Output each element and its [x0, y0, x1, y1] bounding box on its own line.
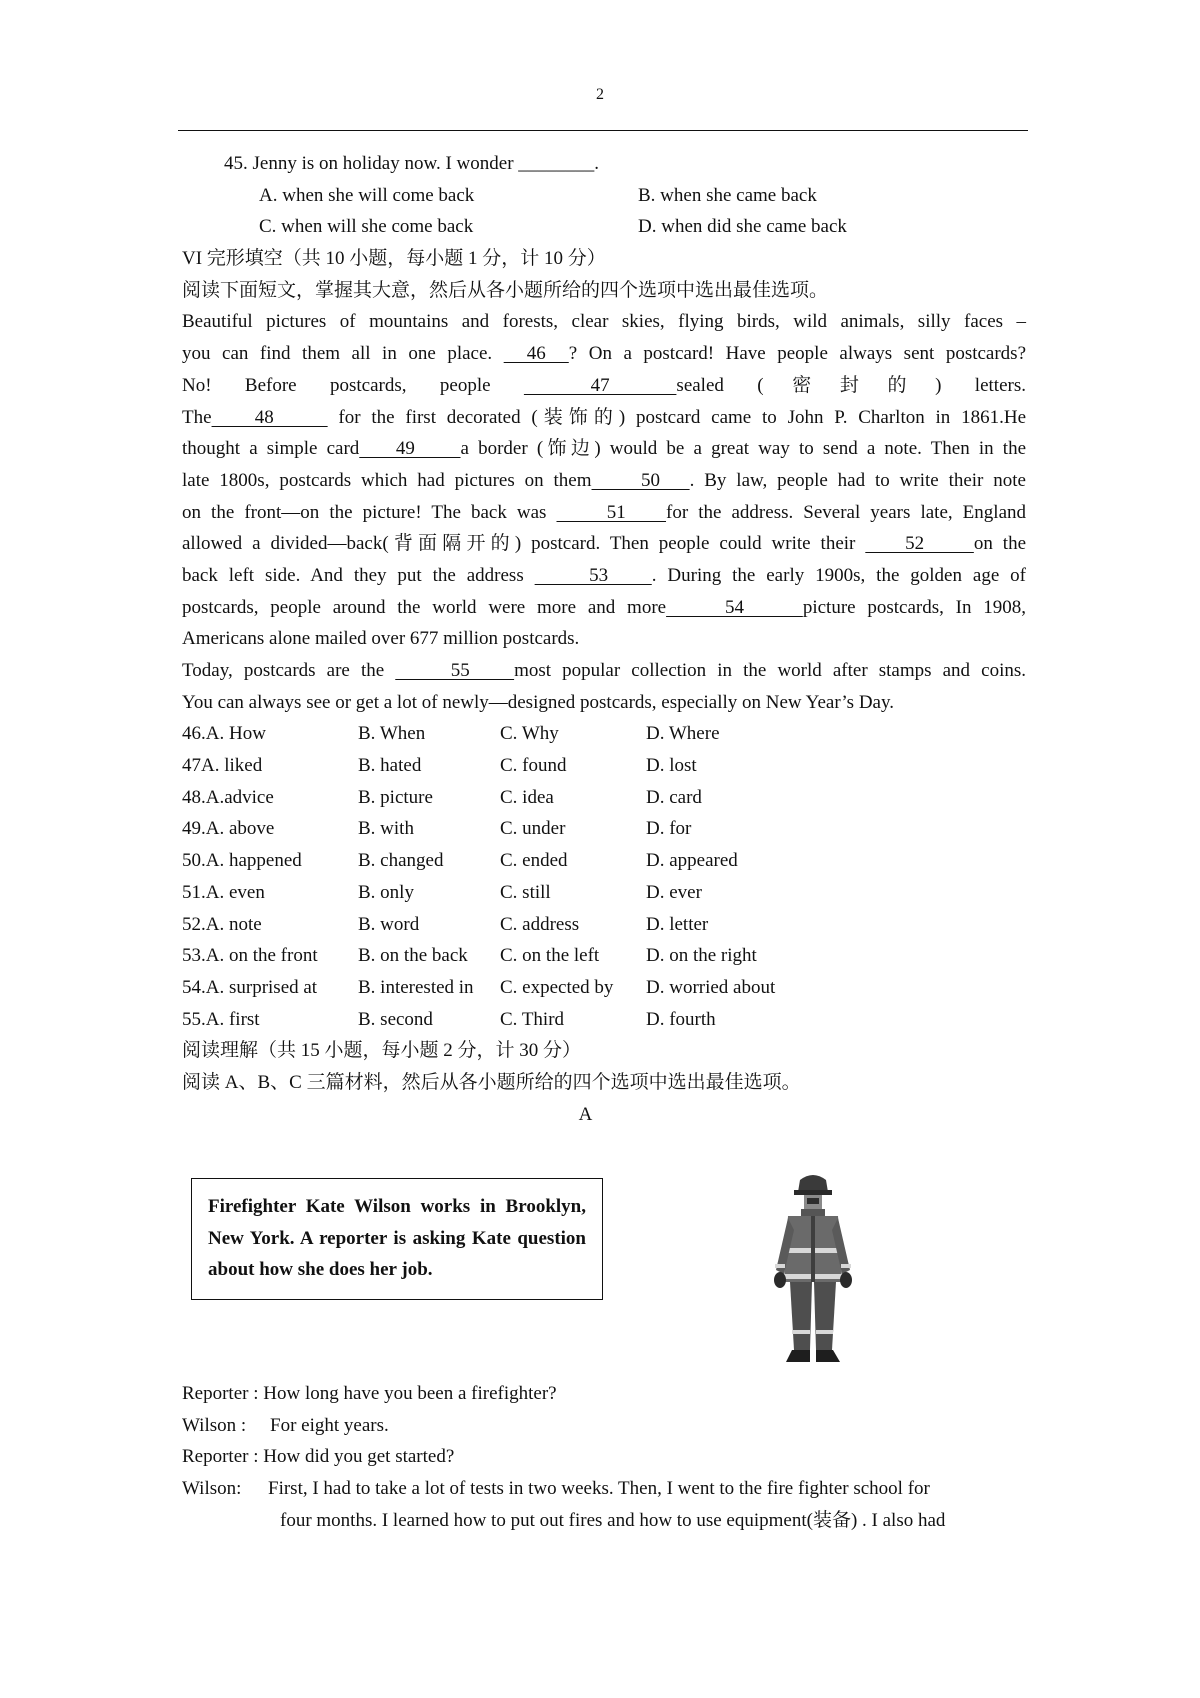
cloze-blank: 51 [556, 501, 667, 523]
dialogue-continuation: four months. I learned how to put out fires and how to use equipment(装备) . I also had [280, 1509, 946, 1531]
cloze-option-d: D. appeared [646, 850, 738, 872]
cloze-option-d: D. Where [646, 723, 720, 745]
cloze-option-b: B. with [358, 818, 414, 840]
passage-text: late 1800s, postcards which had pictures on them [182, 469, 592, 491]
question-45-options-row-1 [182, 180, 1026, 212]
passage-text: for the first decorated (装饰的) postcard came to John P. Charlton in 1861.He [327, 406, 1027, 428]
passage-text: The [182, 406, 212, 428]
passage-text: back left side. And they put the address [182, 564, 535, 586]
dialogue-text: How long have you been a firefighter? [263, 1383, 557, 1404]
passage-line [182, 655, 1026, 687]
speaker-label: Wilson: [182, 1478, 242, 1500]
cloze-option-a: 54.A. surprised at [182, 976, 318, 998]
passage-line [182, 528, 1026, 560]
cloze-option-b: B. When [358, 723, 426, 745]
cloze-option-c: C. found [500, 755, 567, 777]
passage-line [182, 306, 1026, 338]
passage-line [182, 623, 1026, 655]
passage-text: ? On a postcard! Have people always sent postcards? [568, 343, 1027, 365]
cloze-blank: 47 [523, 374, 677, 396]
passage-text: most popular collection in the world after stamps and coins. [514, 660, 1027, 681]
cloze-option-row [182, 750, 1026, 782]
passage-text: No! Before postcards, people [182, 374, 524, 396]
cloze-instruction: 阅读下面短文，掌握其大意，然后从各小题所给的四个选项中选出最佳选项。 [182, 279, 829, 301]
passage-text: postcards, people around the world were more and more [182, 596, 667, 618]
cloze-option-c: C. under [500, 818, 566, 840]
cloze-blank: 53 [534, 564, 652, 586]
question-45-option-d: D. when did she came back [638, 216, 847, 238]
cloze-option-a: 47A. liked [182, 755, 263, 777]
dialogue-text: First, I had to take a lot of tests in two weeks. Then, I went to the fire fighter school for [268, 1478, 930, 1500]
cloze-option-b: B. only [358, 881, 414, 903]
cloze-blank: 48 [211, 406, 328, 428]
cloze-option-b: B. picture [358, 786, 433, 808]
passage-line [182, 402, 1026, 434]
reading-part-label: A [578, 1103, 593, 1125]
cloze-option-row [182, 972, 1026, 1004]
question-45-option-a: A. when she will come back [259, 184, 475, 206]
dialogue-text: How did you get started? [263, 1446, 455, 1468]
question-45-option-c: C. when will she come back [259, 216, 474, 238]
cloze-option-row [182, 940, 1026, 972]
cloze-option-b: B. interested in [358, 976, 474, 998]
cloze-option-c: C. Third [500, 1008, 565, 1030]
passage-text: You can always see or get a lot of newly—designed postcards, especially on New Year’s Day. [182, 691, 894, 713]
passage-text: . By law, people had to write their note [689, 469, 1026, 491]
cloze-option-a: 49.A. above [182, 818, 275, 840]
passage-text: picture postcards, In 1908, [802, 596, 1026, 618]
passage-text: Beautiful pictures of mountains and forests, clear skies, flying birds, wild animals, silly faces – [182, 311, 1026, 333]
cloze-blank: 52 [865, 533, 974, 555]
passage-text: for the address. Several years late, England [666, 501, 1027, 523]
cloze-option-a: 52.A. note [182, 913, 262, 935]
header-rule [178, 130, 1028, 131]
cloze-option-row [182, 718, 1026, 750]
passage-line [182, 592, 1026, 624]
cloze-option-c: C. idea [500, 786, 554, 808]
cloze-options [182, 718, 1026, 1035]
speaker-label: Wilson : [182, 1414, 247, 1436]
cloze-option-b: B. word [358, 913, 420, 935]
cloze-option-a: 53.A. on the front [182, 945, 318, 967]
cloze-passage [182, 306, 1026, 718]
cloze-blank: 49 [359, 438, 461, 460]
cloze-option-d: D. card [646, 786, 702, 808]
cloze-option-b: B. second [358, 1008, 433, 1030]
cloze-option-b: B. on the back [358, 945, 468, 967]
passage-line [182, 370, 1026, 402]
passage-text: you can find them all in one place. [182, 343, 504, 365]
cloze-blank: 46 [503, 343, 569, 365]
dialogue-text: For eight years. [270, 1414, 389, 1436]
cloze-option-c: C. expected by [500, 976, 614, 998]
cloze-option-c: C. Why [500, 723, 559, 745]
speaker-label: Reporter : [182, 1446, 259, 1468]
passage-text: Americans alone mailed over 677 million postcards. [182, 628, 580, 650]
passage-line [182, 497, 1026, 529]
passage-line [182, 433, 1026, 465]
passage-text: . During the early 1900s, the golden age of [651, 564, 1026, 586]
cloze-option-b: B. hated [358, 755, 422, 777]
passage-text: Today, postcards are the [182, 660, 396, 681]
cloze-option-row [182, 845, 1026, 877]
interview-dialogue [182, 1378, 1026, 1536]
cloze-blank: 50 [591, 469, 690, 491]
dialogue-line [182, 1473, 1026, 1505]
intro-box [191, 1178, 603, 1300]
passage-line [182, 338, 1026, 370]
cloze-blank: 54 [666, 596, 803, 618]
cloze-option-d: D. fourth [646, 1008, 716, 1030]
cloze-option-row [182, 877, 1026, 909]
cloze-blank: 55 [395, 660, 515, 681]
cloze-option-c: C. on the left [500, 945, 600, 967]
cloze-option-row [182, 1004, 1026, 1036]
passage-text: thought a simple card [182, 438, 360, 460]
passage-text: a border (饰边) would be a great way to send a note. Then in the [460, 438, 1026, 460]
reading-instruction: 阅读 A、B、C 三篇材料，然后从各小题所给的四个选项中选出最佳选项。 [182, 1071, 801, 1093]
cloze-option-a: 55.A. first [182, 1008, 260, 1030]
question-45-option-b: B. when she came back [638, 184, 817, 206]
cloze-option-d: D. ever [646, 881, 702, 903]
dialogue-line [182, 1378, 1026, 1410]
passage-text: allowed a divided—back(背面隔开的) postcard. Then people could write their [182, 533, 866, 555]
intro-box-text: Firefighter Kate Wilson works in Brooklyn, New York. A reporter is asking Kate question about how she does her job. [208, 1196, 586, 1280]
cloze-option-c: C. ended [500, 850, 568, 872]
page-content [182, 148, 1026, 1130]
passage-text: on the [973, 533, 1027, 555]
speaker-label: Reporter : [182, 1383, 259, 1404]
passage-text: on the front—on the picture! The back was [182, 501, 557, 523]
passage-line [182, 465, 1026, 497]
cloze-option-row [182, 909, 1026, 941]
cloze-option-b: B. changed [358, 850, 444, 872]
cloze-option-row [182, 782, 1026, 814]
cloze-option-a: 48.A.advice [182, 786, 274, 808]
cloze-option-c: C. still [500, 881, 551, 903]
cloze-option-d: D. letter [646, 913, 709, 935]
question-45-stem: 45. Jenny is on holiday now. I wonder ________. [224, 153, 600, 174]
cloze-option-a: 51.A. even [182, 881, 265, 903]
reading-section-title: 阅读理解（共 15 小题，每小题 2 分，计 30 分） [182, 1040, 582, 1062]
question-45-options-row-2 [182, 211, 1026, 243]
passage-line [182, 687, 1026, 719]
cloze-option-d: D. on the right [646, 945, 757, 967]
passage-text: sealed (密封的) letters. [676, 374, 1026, 396]
page-number: 2 [596, 86, 604, 103]
cloze-option-d: D. lost [646, 755, 697, 777]
cloze-option-d: D. worried about [646, 976, 776, 998]
cloze-section-title: VI 完形填空（共 10 小题，每小题 1 分，计 10 分） [182, 248, 606, 270]
dialogue-line [182, 1441, 1026, 1473]
cloze-option-c: C. address [500, 913, 580, 935]
dialogue-line [182, 1410, 1026, 1442]
cloze-option-row [182, 813, 1026, 845]
firefighter-image [766, 1170, 860, 1370]
passage-line [182, 560, 1026, 592]
cloze-option-a: 50.A. happened [182, 850, 302, 872]
cloze-option-a: 46.A. How [182, 723, 266, 745]
cloze-option-d: D. for [646, 818, 692, 840]
